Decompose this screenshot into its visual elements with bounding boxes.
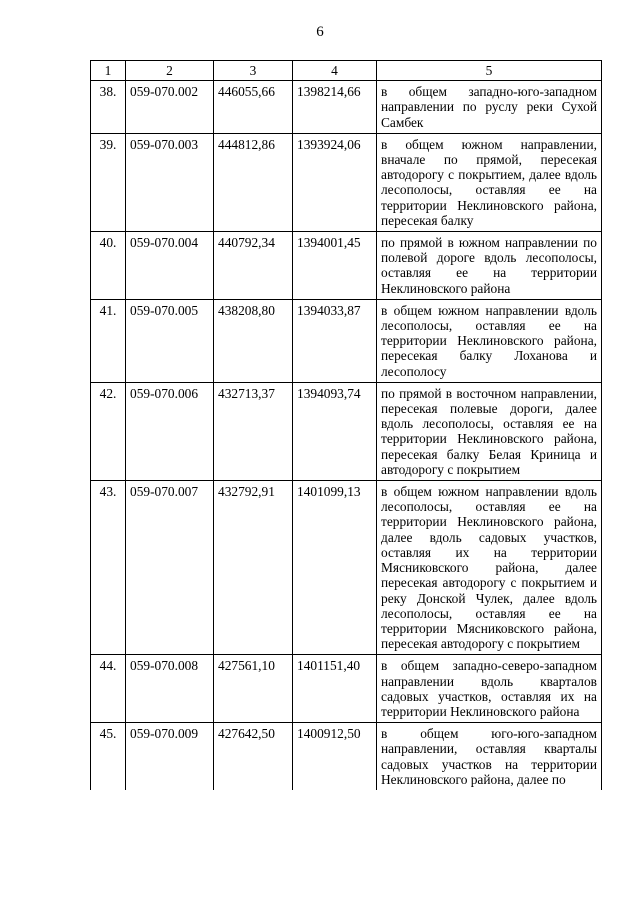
row-number: 43. — [91, 481, 126, 655]
coord-y: 1394093,74 — [293, 382, 377, 480]
page-number: 6 — [316, 24, 324, 40]
coord-y: 1400912,50 — [293, 723, 377, 790]
boundary-table — [90, 60, 602, 790]
row-number: 45. — [91, 723, 126, 790]
coord-x: 438208,80 — [214, 299, 293, 382]
coord-y: 1393924,06 — [293, 133, 377, 231]
header-cell: 1 — [91, 61, 126, 81]
description: в общем южном направлении, вначале по прямой, пересекая автодорогу с покрытием, далее вдоль лесополосы, оставляя ее на территории Неклиновского района, пересекая балку — [377, 133, 602, 231]
header-cell: 4 — [293, 61, 377, 81]
coord-x: 427642,50 — [214, 723, 293, 790]
table-row — [91, 232, 602, 300]
table-row — [91, 655, 602, 723]
table-row — [91, 481, 602, 655]
table-row — [91, 299, 602, 382]
description: по прямой в южном направлении по полевой дороге вдоль лесополосы, оставляя ее на территории Неклиновского района — [377, 232, 602, 300]
point-code: 059-070.005 — [126, 299, 214, 382]
coord-x: 427561,10 — [214, 655, 293, 723]
description: в общем южном направлении вдоль лесополосы, оставляя ее на территории Неклиновского района, далее вдоль садовых участков, оставляя их на территории Мясниковского района, далее пересекая автодорогу с покрытием и реку Донской Чулек, далее вдоль лесополосы, оставляя ее на территории Мясниковского района, пересекая автодорогу с покрытием — [377, 481, 602, 655]
row-number: 38. — [91, 81, 126, 134]
row-number: 42. — [91, 382, 126, 480]
point-code: 059-070.004 — [126, 232, 214, 300]
coord-x: 432792,91 — [214, 481, 293, 655]
row-number: 39. — [91, 133, 126, 231]
coord-x: 440792,34 — [214, 232, 293, 300]
coord-y: 1394033,87 — [293, 299, 377, 382]
coord-y: 1401099,13 — [293, 481, 377, 655]
table-row — [91, 81, 602, 134]
point-code: 059-070.002 — [126, 81, 214, 134]
table-row — [91, 723, 602, 790]
point-code: 059-070.006 — [126, 382, 214, 480]
header-cell: 3 — [214, 61, 293, 81]
description: в общем юго-юго-западном направлении, оставляя кварталы садовых участков на территории Неклиновского района, далее по — [377, 723, 602, 790]
table-row — [91, 382, 602, 480]
description: в общем южном направлении вдоль лесополосы, оставляя ее на территории Неклиновского района, пересекая балку Лоханова и лесополосу — [377, 299, 602, 382]
description: в общем западно-северо-западном направлении вдоль кварталов садовых участков, оставляя их на территории Неклиновского района — [377, 655, 602, 723]
coord-x: 444812,86 — [214, 133, 293, 231]
row-number: 41. — [91, 299, 126, 382]
header-row — [91, 61, 602, 81]
header-cell: 2 — [126, 61, 214, 81]
table-row — [91, 133, 602, 231]
coord-y: 1398214,66 — [293, 81, 377, 134]
coord-x: 432713,37 — [214, 382, 293, 480]
point-code: 059-070.009 — [126, 723, 214, 790]
row-number: 44. — [91, 655, 126, 723]
coord-y: 1394001,45 — [293, 232, 377, 300]
coord-y: 1401151,40 — [293, 655, 377, 723]
coord-x: 446055,66 — [214, 81, 293, 134]
description: в общем западно-юго-западном направлении по руслу реки Сухой Самбек — [377, 81, 602, 134]
header-cell: 5 — [377, 61, 602, 81]
point-code: 059-070.008 — [126, 655, 214, 723]
point-code: 059-070.007 — [126, 481, 214, 655]
point-code: 059-070.003 — [126, 133, 214, 231]
description: по прямой в восточном направлении, пересекая полевые дороги, далее вдоль лесополосы, оставляя ее на территории Неклиновского района, пересекая балку Белая Криница и автодорогу с покрытием — [377, 382, 602, 480]
row-number: 40. — [91, 232, 126, 300]
